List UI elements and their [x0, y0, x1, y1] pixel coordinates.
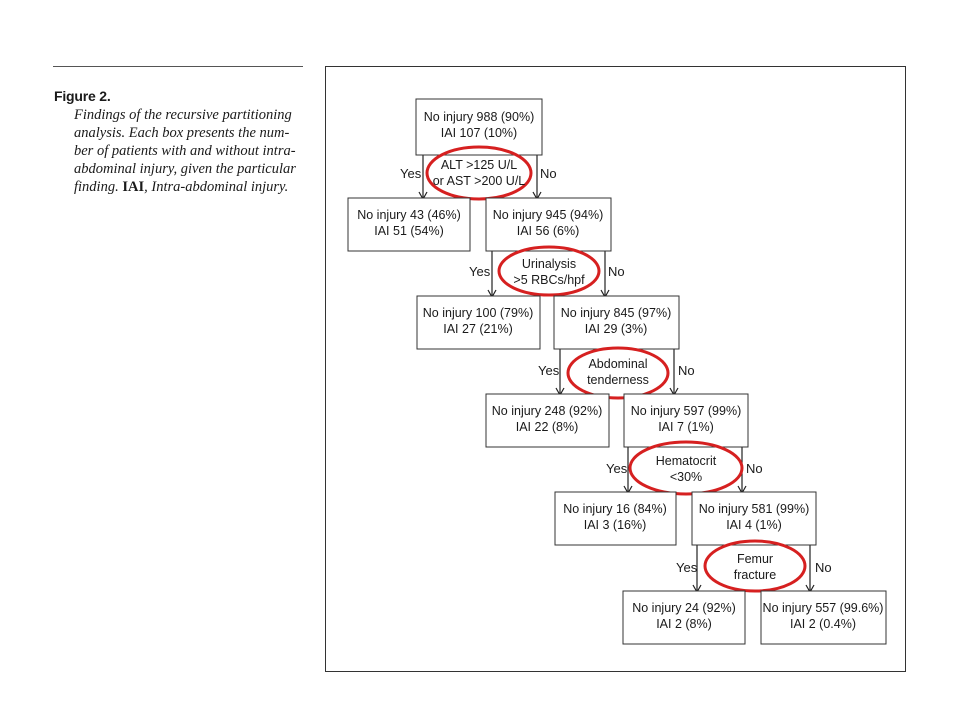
figure-title: Figure 2.: [54, 88, 111, 104]
node-iai-count: IAI 22 (8%): [515, 420, 579, 434]
node-no-injury-count: No injury 16 (84%): [563, 502, 667, 516]
node-iai-count: IAI 2 (0.4%): [790, 617, 856, 631]
node-no-injury-count: No injury 845 (97%): [560, 306, 672, 320]
tree-node-yes-2: [417, 296, 540, 349]
node-no-injury-count: No injury 945 (94%): [492, 208, 604, 222]
caption-line: Findings of the recursive partitioning: [74, 107, 292, 123]
no-label: No: [746, 461, 763, 476]
caption-line: analysis. Each box presents the num-: [74, 125, 290, 141]
tree-node-yes-1: [348, 198, 470, 251]
tree-node-no-1: [486, 198, 611, 251]
node-no-injury-count: No injury 581 (99%): [698, 502, 810, 516]
tree-node-no-2: [554, 296, 679, 349]
condition-line: Femur: [736, 552, 774, 566]
no-label: No: [678, 363, 695, 378]
node-no-injury-count: No injury 43 (46%): [357, 208, 461, 222]
tree-node-no-3: [624, 394, 748, 447]
node-iai-count: IAI 7 (1%): [658, 420, 714, 434]
condition-line: Abdominal: [588, 357, 648, 371]
condition-line: tenderness: [587, 373, 649, 387]
yes-label: Yes: [676, 560, 698, 575]
node-iai-count: IAI 56 (6%): [516, 224, 580, 238]
condition-line: Hematocrit: [655, 454, 717, 468]
caption-line: abdominal injury, given the particular: [74, 161, 296, 177]
yes-label: Yes: [469, 264, 491, 279]
node-iai-count: IAI 2 (8%): [656, 617, 712, 631]
node-iai-count: IAI 27 (21%): [443, 322, 513, 336]
yes-label: Yes: [400, 166, 422, 181]
node-iai-count: IAI 107 (10%): [440, 126, 518, 140]
node-iai-count: IAI 51 (54%): [374, 224, 444, 238]
yes-label: Yes: [538, 363, 560, 378]
node-iai-count: IAI 3 (16%): [583, 518, 647, 532]
node-no-injury-count: No injury 988 (90%): [423, 110, 535, 124]
split-condition-4: [606, 442, 763, 494]
caption-line: ber of patients with and without intra-: [74, 143, 296, 159]
node-no-injury-count: No injury 100 (79%): [422, 306, 534, 320]
tree-node-yes-4: [555, 492, 676, 545]
caption-abbreviation-definition: , Intra-abdominal injury.: [144, 179, 289, 195]
condition-line: or AST >200 U/L: [432, 174, 526, 188]
tree-node-yes-3: [486, 394, 609, 447]
tree-node-no-4: [692, 492, 816, 545]
node-no-injury-count: No injury 24 (92%): [632, 601, 736, 615]
condition-line: Urinalysis: [521, 257, 577, 271]
condition-line: ALT >125 U/L: [440, 158, 518, 172]
yes-label: Yes: [606, 461, 628, 476]
no-label: No: [540, 166, 557, 181]
caption-abbreviation: IAI: [122, 179, 145, 195]
highlight-oval: [630, 442, 742, 494]
node-no-injury-count: No injury 597 (99%): [630, 404, 742, 418]
no-label: No: [815, 560, 832, 575]
condition-line: fracture: [733, 568, 777, 582]
tree-node-no-5: [761, 591, 886, 644]
condition-line: >5 RBCs/hpf: [513, 273, 585, 287]
caption-finding-text: finding.: [74, 179, 119, 195]
node-iai-count: IAI 4 (1%): [726, 518, 782, 532]
tree-node-yes-5: [623, 591, 745, 644]
node-no-injury-count: No injury 557 (99.6%): [762, 601, 884, 615]
split-condition-5: [676, 541, 832, 591]
node-iai-count: IAI 29 (3%): [584, 322, 648, 336]
highlight-oval: [499, 247, 599, 295]
highlight-oval: [705, 541, 805, 591]
node-no-injury-count: No injury 248 (92%): [491, 404, 603, 418]
no-label: No: [608, 264, 625, 279]
condition-line: <30%: [669, 470, 703, 484]
